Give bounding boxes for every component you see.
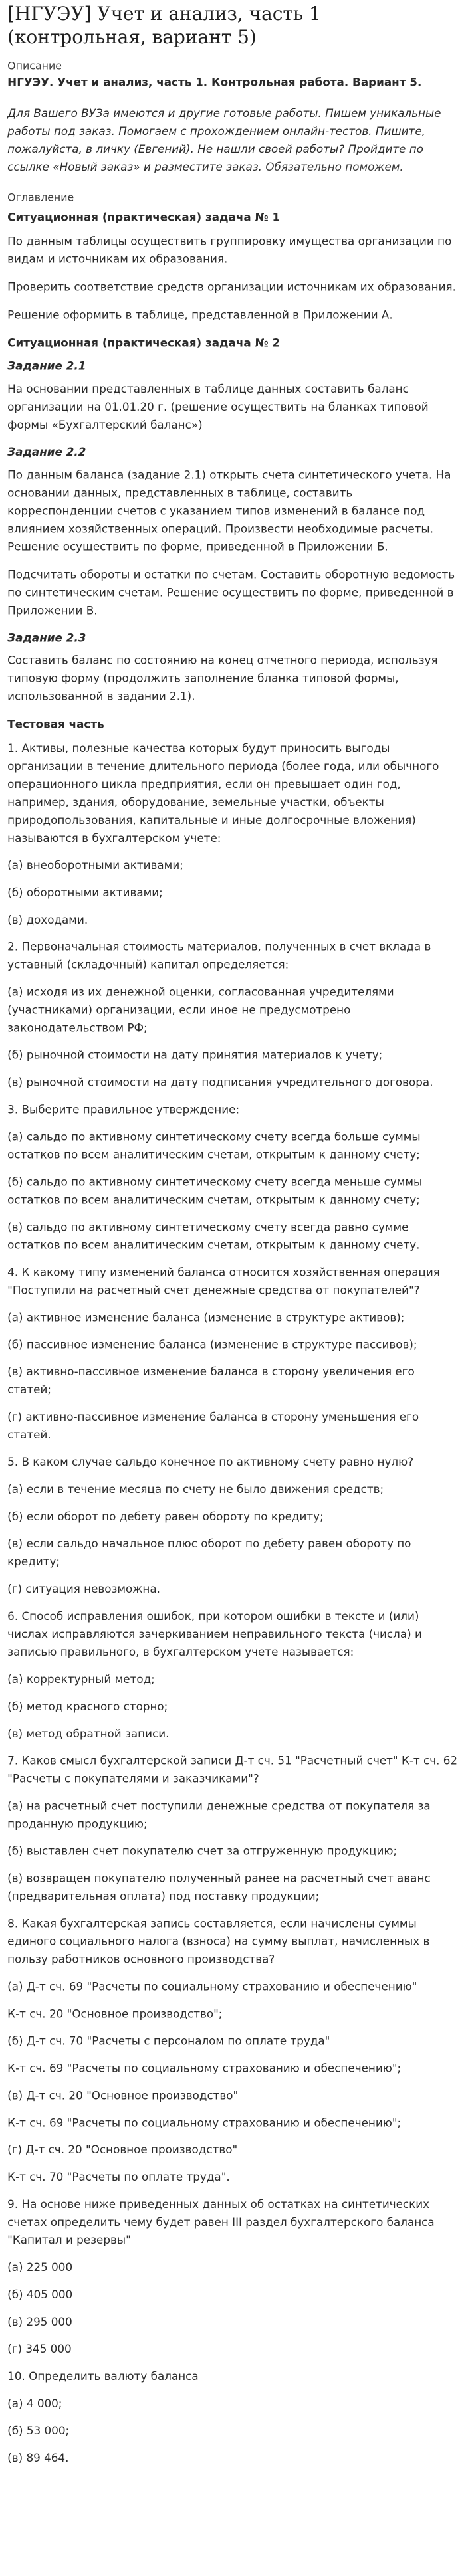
test-question: 7. Каков смысл бухгалтерской записи Д-т сч. 51 "Расчетный счет" К-т сч. 62 "Расчеты с покупателями и заказчиками"? bbox=[7, 1754, 458, 1786]
test-answer-option: (в) метод обратной записи. bbox=[7, 1727, 170, 1741]
promo-text: Для Вашего ВУЗа имеются и другие готовые работы. Пишем уникальные работы под заказ. Помогаем с прохождением онлайн-тестов. Пишите, пожалуйста, в личку (Евгений). Не нашли своей работы? Пройдите по ссылке «Новый заказ» и разместите заказ. bbox=[7, 107, 441, 174]
test-answer-option: (а) Д-т сч. 69 "Расчеты по социальному страхованию и обеспечению" bbox=[7, 1980, 417, 1994]
subtask-2-1-label: Задание 2.1 bbox=[7, 359, 86, 373]
test-answer-option: (в) 89 464. bbox=[7, 2451, 69, 2465]
promo-block bbox=[7, 104, 460, 176]
test-answer-option: (б) 405 000 bbox=[7, 2288, 73, 2302]
test-answer-option: (в) 295 000 bbox=[7, 2316, 72, 2329]
task1-paragraph: По данным таблицы осуществить группировку имущества организации по видам и источникам их образования. bbox=[7, 235, 452, 266]
test-answer-option: (в) доходами. bbox=[7, 913, 88, 927]
subtask-2-2-text: Подсчитать обороты и остатки по счетам. Составить оборотную ведомость по синтетическим счетам. Решение осуществить по форме, приведенной в Приложении В. bbox=[7, 568, 455, 617]
test-answer-option: (б) рыночной стоимости на дату принятия материалов к учету; bbox=[7, 1048, 383, 1062]
test-answer-option: (а) на расчетный счет поступили денежные средства от покупателя за проданную продукцию; bbox=[7, 1799, 431, 1831]
subtask-2-1-text: На основании представленных в таблице данных составить баланс организации на 01.01.20 г. (решение осуществить на бланках типовой формы «Бухгалтерский баланс») bbox=[7, 383, 429, 432]
description-title: НГУЭУ. Учет и анализ, часть 1. Контрольная работа. Вариант 5. bbox=[7, 76, 422, 90]
test-answer-option: (в) сальдо по активному синтетическому счету всегда равно сумме остатков по всем аналитическим счетам, открытым к данному счету. bbox=[7, 1221, 420, 1252]
test-answer-option: (а) 4 000; bbox=[7, 2397, 62, 2411]
test-answer-option: (а) сальдо по активному синтетическому счету всегда больше суммы остатков по всем аналитическим счетам, открытым к данному счету; bbox=[7, 1130, 421, 1162]
test-question: 1. Активы, полезные качества которых будут приносить выгоды организации в течение длительного периода (более года, или обычного операционного цикла предприятия, если он превышает один год, например, здания, оборудование, земельные участки, объекты природопользования, капитальные и иные долгосрочные вложения) называются в бухгалтерском учете: bbox=[7, 742, 439, 845]
test-answer-option: (а) внеоборотными активами; bbox=[7, 858, 183, 872]
page-title: [НГУЭУ] Учет и анализ, часть 1 (контрольная, вариант 5) bbox=[7, 3, 321, 49]
description-label: Описание bbox=[7, 60, 62, 72]
task1-heading: Ситуационная (практическая) задача № 1 bbox=[7, 211, 281, 224]
promo-tail: Обязательно поможем. bbox=[265, 161, 404, 174]
test-answer-option: (г) ситуация невозможна. bbox=[7, 1583, 160, 1596]
test-answer-option: (г) 345 000 bbox=[7, 2343, 72, 2356]
test-heading: Тестовая часть bbox=[7, 718, 104, 732]
test-answer-option: (в) возвращен покупателю полученный ранее на расчетный счет аванс (предварительная оплата) под поставку продукции; bbox=[7, 1872, 431, 1904]
task2-heading: Ситуационная (практическая) задача № 2 bbox=[7, 336, 281, 349]
test-question: 4. К какому типу изменений баланса относится хозяйственная операция "Поступили на расчетный счет денежные средства от покупателей"? bbox=[7, 1266, 440, 1297]
test-question: 2. Первоначальная стоимость материалов, полученных в счет вклада в уставный (складочный) капитал определяется: bbox=[7, 940, 431, 972]
test-question: 8. Какая бухгалтерская запись составляется, если начислены суммы единого социального налога (взноса) на сумму выплат, начисленных в пользу работников основного производства? bbox=[7, 1917, 430, 1967]
test-question: 3. Выберите правильное утверждение: bbox=[7, 1103, 240, 1117]
toc-label: Оглавление bbox=[7, 191, 74, 205]
test-answer-option: (б) оборотными активами; bbox=[7, 886, 163, 900]
test-answer-option: (а) 225 000 bbox=[7, 2261, 73, 2274]
test-answer-option: (в) рыночной стоимости на дату подписания учредительного договора. bbox=[7, 1076, 433, 1090]
test-answer-option: (б) пассивное изменение баланса (изменение в структуре пассивов); bbox=[7, 1338, 417, 1351]
test-answer-option: (а) корректурный метод; bbox=[7, 1672, 155, 1686]
test-question-list bbox=[7, 740, 460, 2467]
subtask-2-2-label: Задание 2.2 bbox=[7, 446, 86, 459]
test-answer-option: (в) Д-т сч. 20 "Основное производство" bbox=[7, 2089, 239, 2102]
subtask-2-3-text: Составить баланс по состоянию на конец отчетного периода, используя типовую форму (продолжить заполнение бланка типовой формы, использованной в задании 2.1). bbox=[7, 654, 438, 704]
task1-paragraph: Решение оформить в таблице, представленной в Приложении А. bbox=[7, 308, 393, 322]
test-answer-option: (в) если сальдо начальное плюс оборот по дебету равен обороту по кредиту; bbox=[7, 1537, 411, 1569]
test-answer-option: (г) активно-пассивное изменение баланса в сторону уменьшения его статей. bbox=[7, 1411, 419, 1442]
test-answer-option: К-т сч. 70 "Расчеты по оплате труда". bbox=[7, 2171, 230, 2184]
test-question: 9. На основе ниже приведенных данных об остатках на синтетических счетах определить чему будет равен III раздел бухгалтерского баланса "Капитал и резервы" bbox=[7, 2198, 435, 2247]
test-question: 5. В каком случае сальдо конечное по активному счету равно нулю? bbox=[7, 1456, 414, 1469]
test-answer-option: К-т сч. 20 "Основное производство"; bbox=[7, 2007, 223, 2021]
test-answer-option: (а) исходя из их денежной оценки, согласованная учредителями (участниками) организации, если иное не предусмотрено законодательством РФ; bbox=[7, 985, 394, 1035]
test-answer-option: (б) Д-т сч. 70 "Расчеты с персоналом по оплате труда" bbox=[7, 2034, 330, 2048]
subtask-2-3-label: Задание 2.3 bbox=[7, 631, 86, 644]
test-answer-option: (б) если оборот по дебету равен обороту по кредиту; bbox=[7, 1510, 324, 1524]
test-answer-option: (г) Д-т сч. 20 "Основное производство" bbox=[7, 2143, 238, 2157]
test-question: 10. Определить валюту баланса bbox=[7, 2370, 199, 2383]
test-answer-option: К-т сч. 69 "Расчеты по социальному страхованию и обеспечению"; bbox=[7, 2062, 402, 2076]
subtask-2-2-text: По данным баланса (задание 2.1) открыть счета синтетического учета. На основании данных, представленных в таблице, составить корреспонденции счетов с указанием типов изменений в балансе под влиянием хозяйственных операций. Произвести необходимые расчеты. Решение осуществить по форме, приведенной в Приложении Б. bbox=[7, 468, 451, 554]
test-answer-option: (а) если в течение месяца по счету не было движения средств; bbox=[7, 1483, 384, 1496]
test-answer-option: (б) метод красного сторно; bbox=[7, 1700, 168, 1714]
test-question: 6. Способ исправления ошибок, при котором ошибки в тексте и (или) числах исправляются зачеркиванием неправильного текста (числа) и записью правильного, в бухгалтерском учете называется: bbox=[7, 1610, 422, 1659]
test-answer-option: (б) 53 000; bbox=[7, 2424, 70, 2438]
test-answer-option: (а) активное изменение баланса (изменение в структуре активов); bbox=[7, 1311, 405, 1324]
test-answer-option: (б) сальдо по активному синтетическому счету всегда меньше суммы остатков по всем аналитическим счетам, открытым к данному счету; bbox=[7, 1175, 423, 1207]
task1-paragraph: Проверить соответствие средств организации источникам их образования. bbox=[7, 280, 456, 294]
test-answer-option: К-т сч. 69 "Расчеты по социальному страхованию и обеспечению"; bbox=[7, 2116, 402, 2130]
test-answer-option: (в) активно-пассивное изменение баланса в сторону увеличения его статей; bbox=[7, 1365, 415, 1397]
test-answer-option: (б) выставлен счет покупателю счет за отгруженную продукцию; bbox=[7, 1844, 398, 1858]
